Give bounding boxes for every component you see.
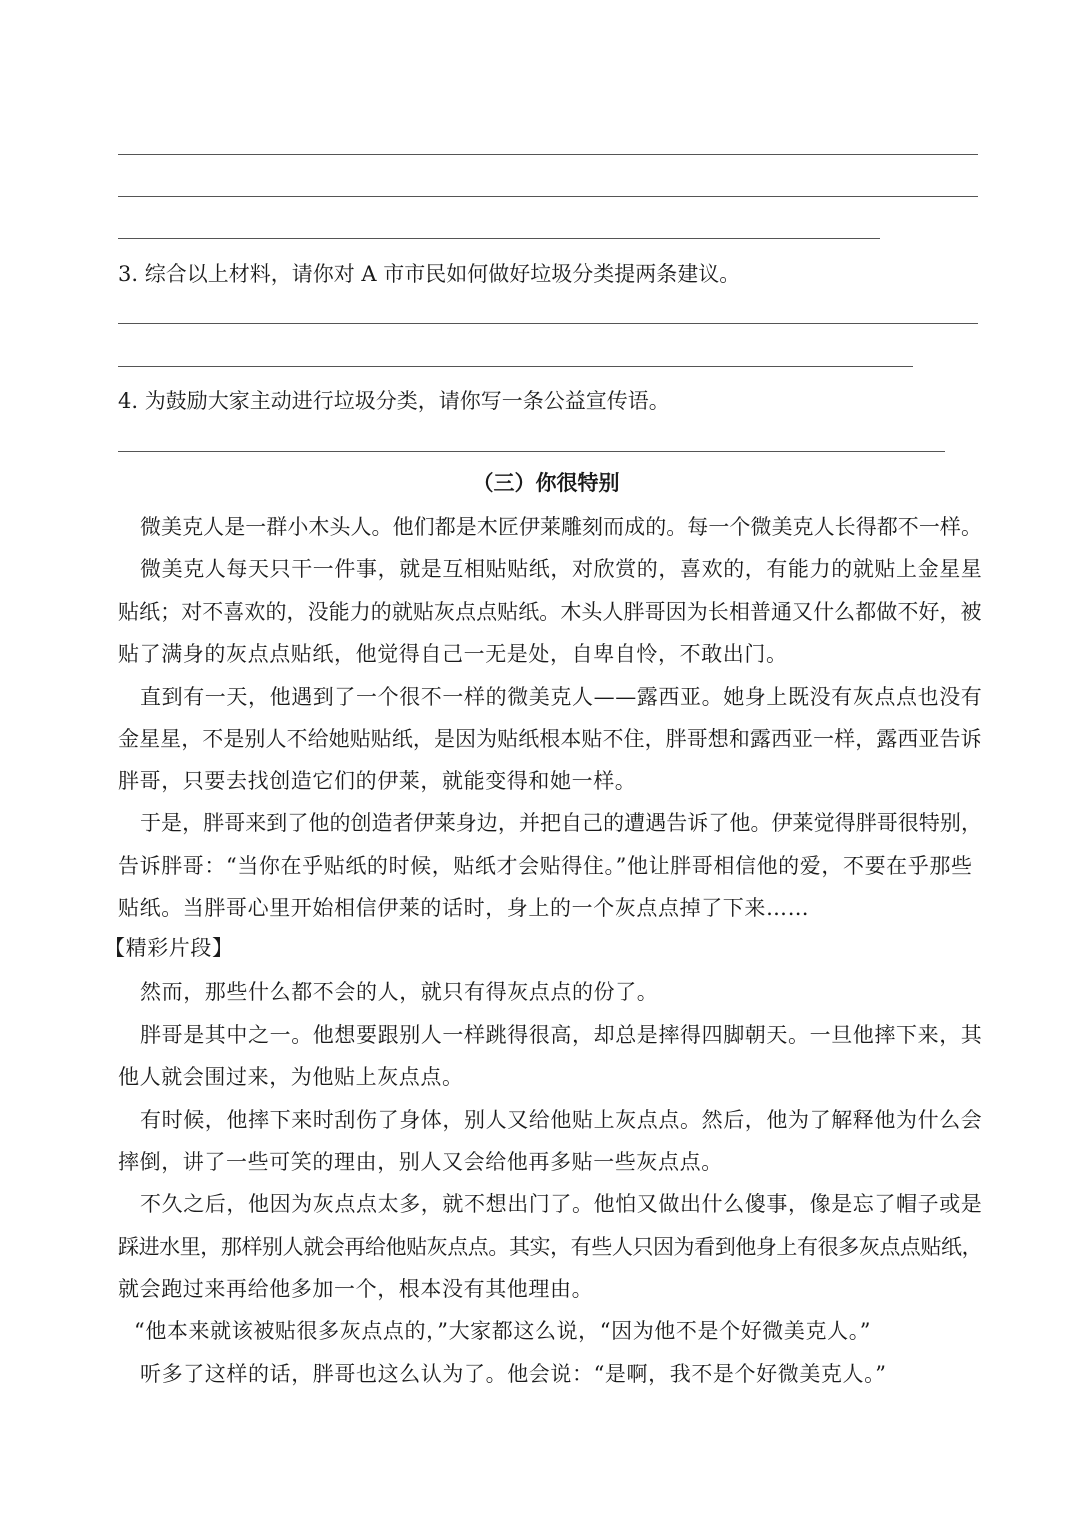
passage-line: 贴了满身的灰点点贴纸，他觉得自己一无是处，自卑自怜，不敢出门。 [118,642,788,666]
answer-line[interactable] [118,238,880,239]
excerpt-line: 他人就会围过来，为他贴上灰点点。 [118,1065,464,1089]
passage-line: 告诉胖哥：“当你在乎贴纸的时候，贴纸才会贴得住。”他让胖哥相信他的爱，不要在乎那些 [118,854,973,878]
passage-line: 贴纸；对不喜欢的，没能力的就贴灰点点贴纸。木头人胖哥因为长相普通又什么都做不好，被 [118,600,982,624]
excerpt-label: 【精彩片段】 [104,936,234,960]
excerpt-line: 踩进水里，那样别人就会再给他贴灰点点。其实，有些人只因为看到他身上有很多灰点点贴纸， [118,1235,983,1259]
excerpt-line: “他本来就该被贴很多灰点点的，”大家都这么说，“因为他不是个好微美克人。” [134,1319,872,1343]
passage-line: 微美克人每天只干一件事，就是互相贴贴纸，对欣赏的，喜欢的，有能力的就贴上金星星 [140,557,983,581]
section-title: （三）你很特别 [472,470,620,495]
passage-line: 微美克人是一群小木头人。他们都是木匠伊莱雕刻而成的。每一个微美克人长得都不一样。 [140,515,982,539]
excerpt-line: 胖哥是其中之一。他想要跟别人一样跳得很高，却总是摔得四脚朝天。一旦他摔下来，其 [140,1023,983,1047]
passage-line: 直到有一天，他遇到了一个很不一样的微美克人——露西亚。她身上既没有灰点点也没有 [140,685,983,709]
passage-line: 胖哥，只要去找创造它们的伊莱，就能变得和她一样。 [118,769,637,793]
question-3: 3. 综合以上材料，请你对 A 市市民如何做好垃圾分类提两条建议。 [118,262,741,286]
answer-line[interactable] [118,366,913,367]
excerpt-line: 有时候，他摔下来时刮伤了身体，别人又给他贴上灰点点。然后，他为了解释他为什么会 [140,1108,983,1132]
answer-line[interactable] [118,154,978,155]
question-4: 4. 为鼓励大家主动进行垃圾分类，请你写一条公益宣传语。 [118,389,670,413]
excerpt-line: 听多了这样的话，胖哥也这么认为了。他会说：“是啊，我不是个好微美克人。” [140,1362,887,1386]
passage-line: 金星星，不是别人不给她贴贴纸，是因为贴纸根本贴不住，胖哥想和露西亚一样，露西亚告诉 [118,727,982,751]
answer-line[interactable] [118,196,978,197]
answer-line[interactable] [118,323,978,324]
passage-line: 于是，胖哥来到了他的创造者伊莱身边，并把自己的遭遇告诉了他。伊莱觉得胖哥很特别， [140,811,982,835]
answer-line[interactable] [118,451,945,452]
excerpt-line: 然而，那些什么都不会的人，就只有得灰点点的份了。 [140,980,659,1004]
passage-line: 贴纸。当胖哥心里开始相信伊莱的话时，身上的一个灰点点掉了下来…… [118,896,810,920]
excerpt-line: 不久之后，他因为灰点点太多，就不想出门了。他怕又做出什么傻事，像是忘了帽子或是 [140,1192,983,1216]
excerpt-line: 就会跑过来再给他多加一个，根本没有其他理由。 [118,1277,594,1301]
excerpt-line: 摔倒，讲了一些可笑的理由，别人又会给他再多贴一些灰点点。 [118,1150,723,1174]
